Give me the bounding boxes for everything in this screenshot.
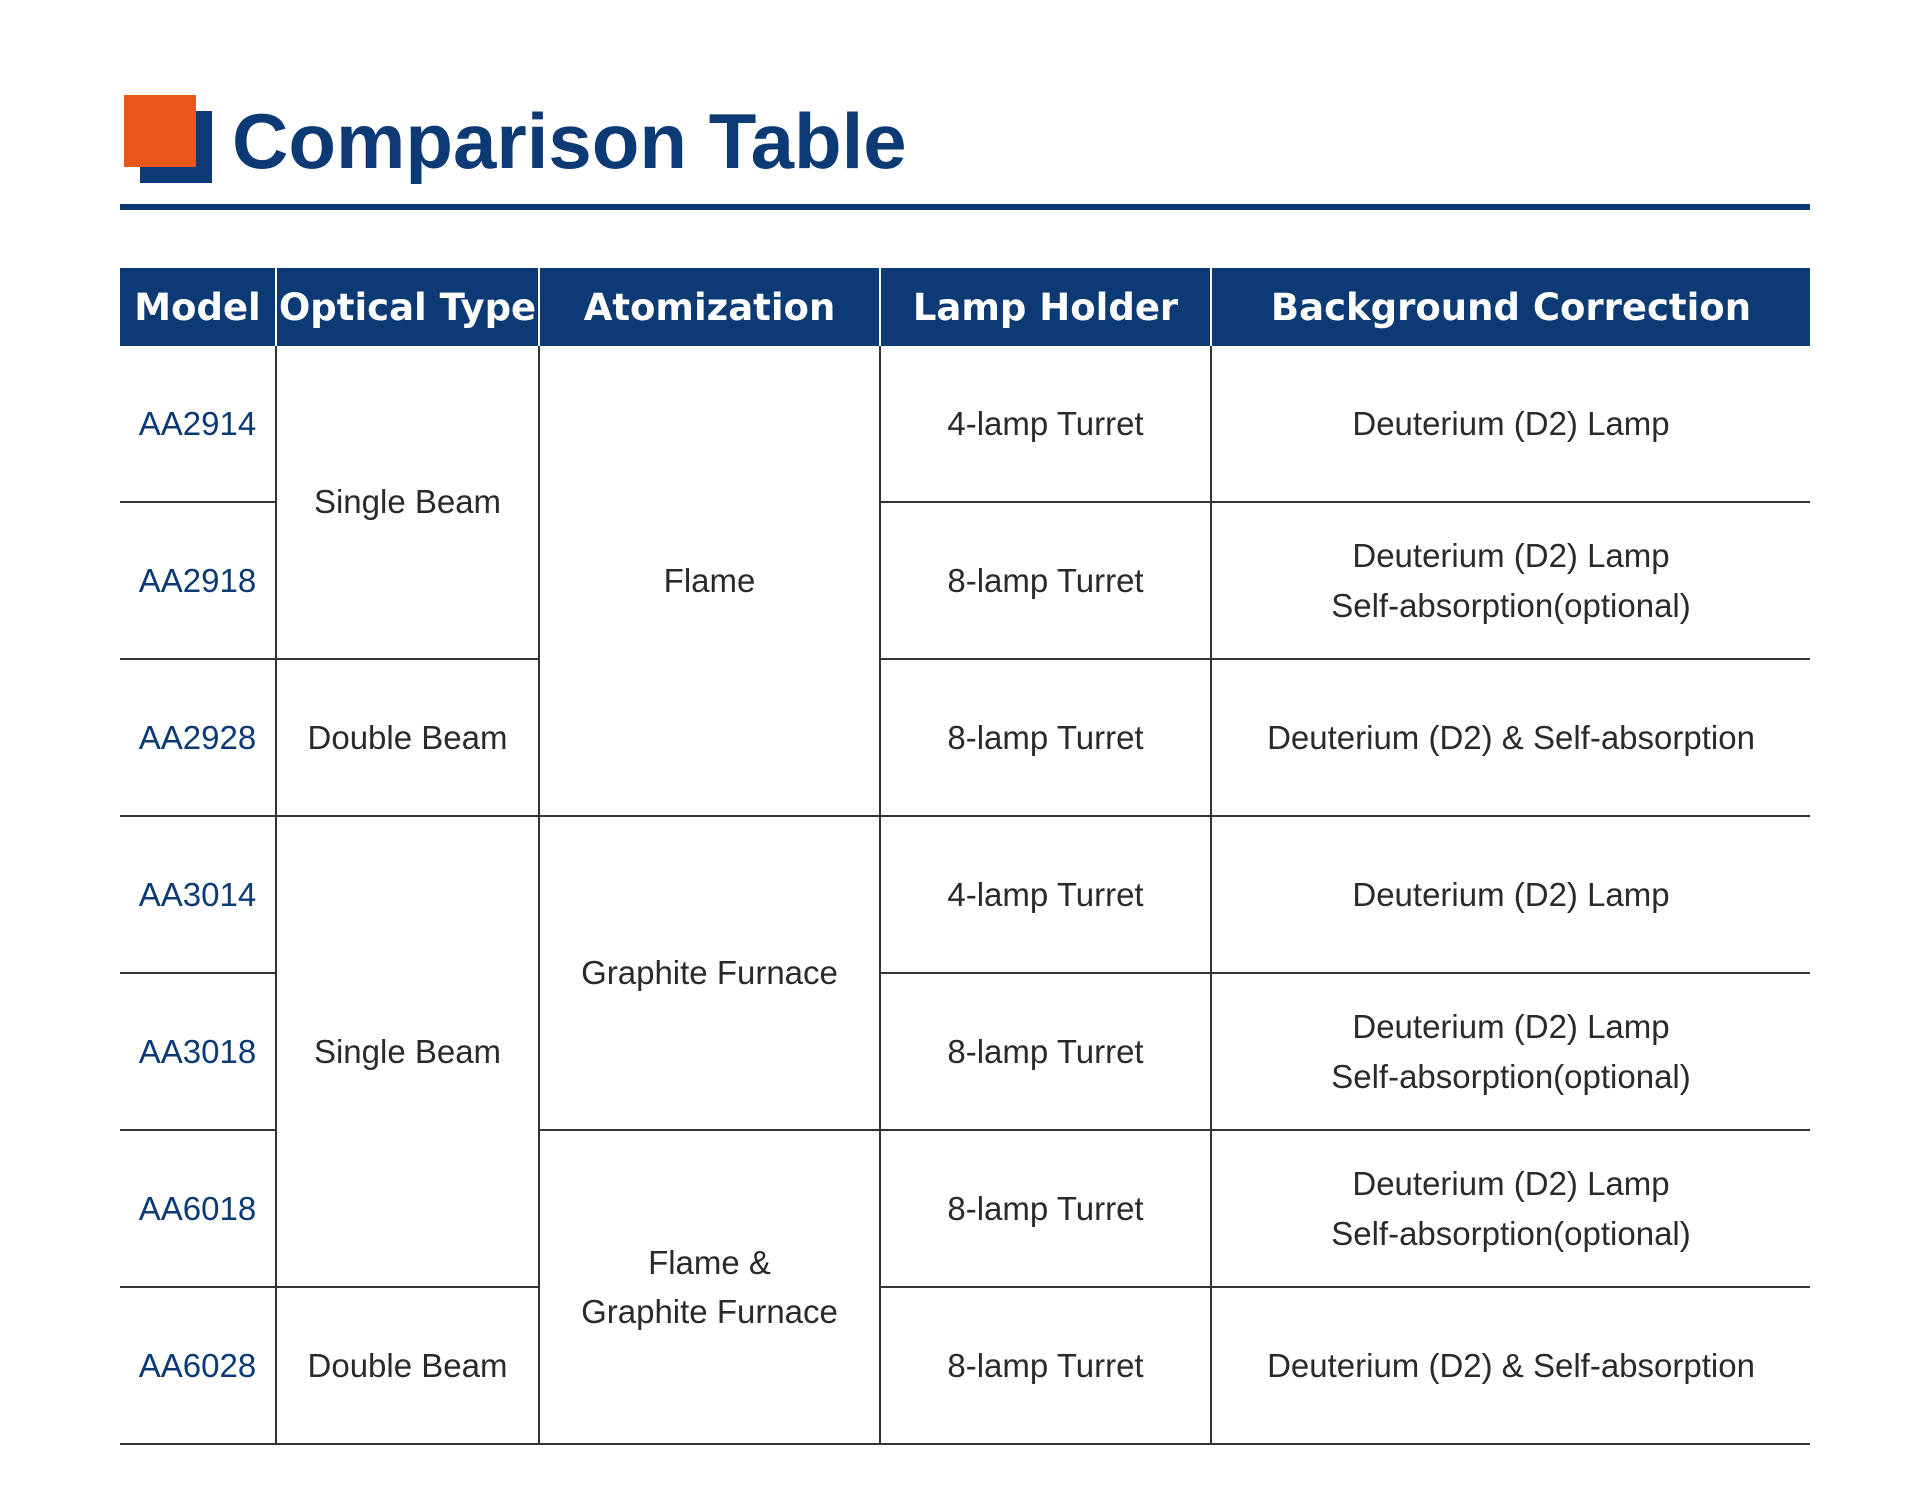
background-correction-line: Self-absorption(optional) xyxy=(1331,1057,1691,1095)
column-header-lamp-holder: Lamp Holder xyxy=(880,268,1211,346)
table-row xyxy=(120,1287,1810,1444)
background-correction-line: Deuterium (D2) Lamp xyxy=(1352,1008,1670,1045)
table-row xyxy=(120,659,1810,816)
comparison-table xyxy=(120,268,1810,1445)
lamp-holder-cell: 4-lamp Turret xyxy=(880,346,1211,502)
model-cell: AA3018 xyxy=(120,973,276,1130)
table-row xyxy=(120,346,1810,502)
title-divider xyxy=(120,204,1810,210)
column-header-background-correction: Background Correction xyxy=(1211,268,1810,346)
title-square-icon-front xyxy=(124,95,196,167)
lamp-holder-cell: 8-lamp Turret xyxy=(880,1130,1211,1287)
background-correction-line: Deuterium (D2) Lamp xyxy=(1352,537,1670,574)
model-cell: AA2918 xyxy=(120,502,276,659)
background-correction-line: Deuterium (D2) Lamp xyxy=(1352,1165,1670,1202)
optical-type-cell: Double Beam xyxy=(276,1287,539,1444)
atomization-cell: Flame xyxy=(539,346,880,816)
table-header-row xyxy=(120,268,1810,346)
background-correction-line: Deuterium (D2) Lamp xyxy=(1352,404,1670,442)
background-correction-line: Deuterium (D2) & Self-absorption xyxy=(1267,1346,1755,1384)
atomization-cell xyxy=(539,1130,880,1444)
table-row xyxy=(120,816,1810,973)
model-cell: AA2928 xyxy=(120,659,276,816)
background-correction-cell xyxy=(1211,346,1810,502)
lamp-holder-cell: 8-lamp Turret xyxy=(880,1287,1211,1444)
background-correction-line: Self-absorption(optional) xyxy=(1331,1214,1691,1252)
model-cell: AA3014 xyxy=(120,816,276,973)
column-header-optical-type: Optical Type xyxy=(276,268,539,346)
background-correction-line: Deuterium (D2) & Self-absorption xyxy=(1267,718,1755,756)
background-correction-line: Self-absorption(optional) xyxy=(1331,586,1691,624)
lamp-holder-cell: 8-lamp Turret xyxy=(880,502,1211,659)
lamp-holder-cell: 4-lamp Turret xyxy=(880,816,1211,973)
column-header-model: Model xyxy=(120,268,276,346)
lamp-holder-cell: 8-lamp Turret xyxy=(880,973,1211,1130)
optical-type-cell: Single Beam xyxy=(276,346,539,659)
background-correction-cell xyxy=(1211,1130,1810,1287)
background-correction-cell xyxy=(1211,502,1810,659)
lamp-holder-cell: 8-lamp Turret xyxy=(880,659,1211,816)
optical-type-cell: Double Beam xyxy=(276,659,539,816)
atomization-line: Flame & xyxy=(648,1243,771,1281)
atomization-cell: Graphite Furnace xyxy=(539,816,880,1130)
page-title: Comparison Table xyxy=(232,97,907,185)
column-header-atomization: Atomization xyxy=(539,268,880,346)
background-correction-cell xyxy=(1211,816,1810,973)
background-correction-cell xyxy=(1211,1287,1810,1444)
background-correction-line: Deuterium (D2) Lamp xyxy=(1352,875,1670,913)
optical-type-cell: Single Beam xyxy=(276,816,539,1287)
model-cell: AA6018 xyxy=(120,1130,276,1287)
model-cell: AA6028 xyxy=(120,1287,276,1444)
title-square-icon xyxy=(124,95,212,183)
background-correction-cell xyxy=(1211,973,1810,1130)
model-cell: AA2914 xyxy=(120,346,276,502)
background-correction-cell xyxy=(1211,659,1810,816)
atomization-line: Graphite Furnace xyxy=(581,1293,838,1330)
